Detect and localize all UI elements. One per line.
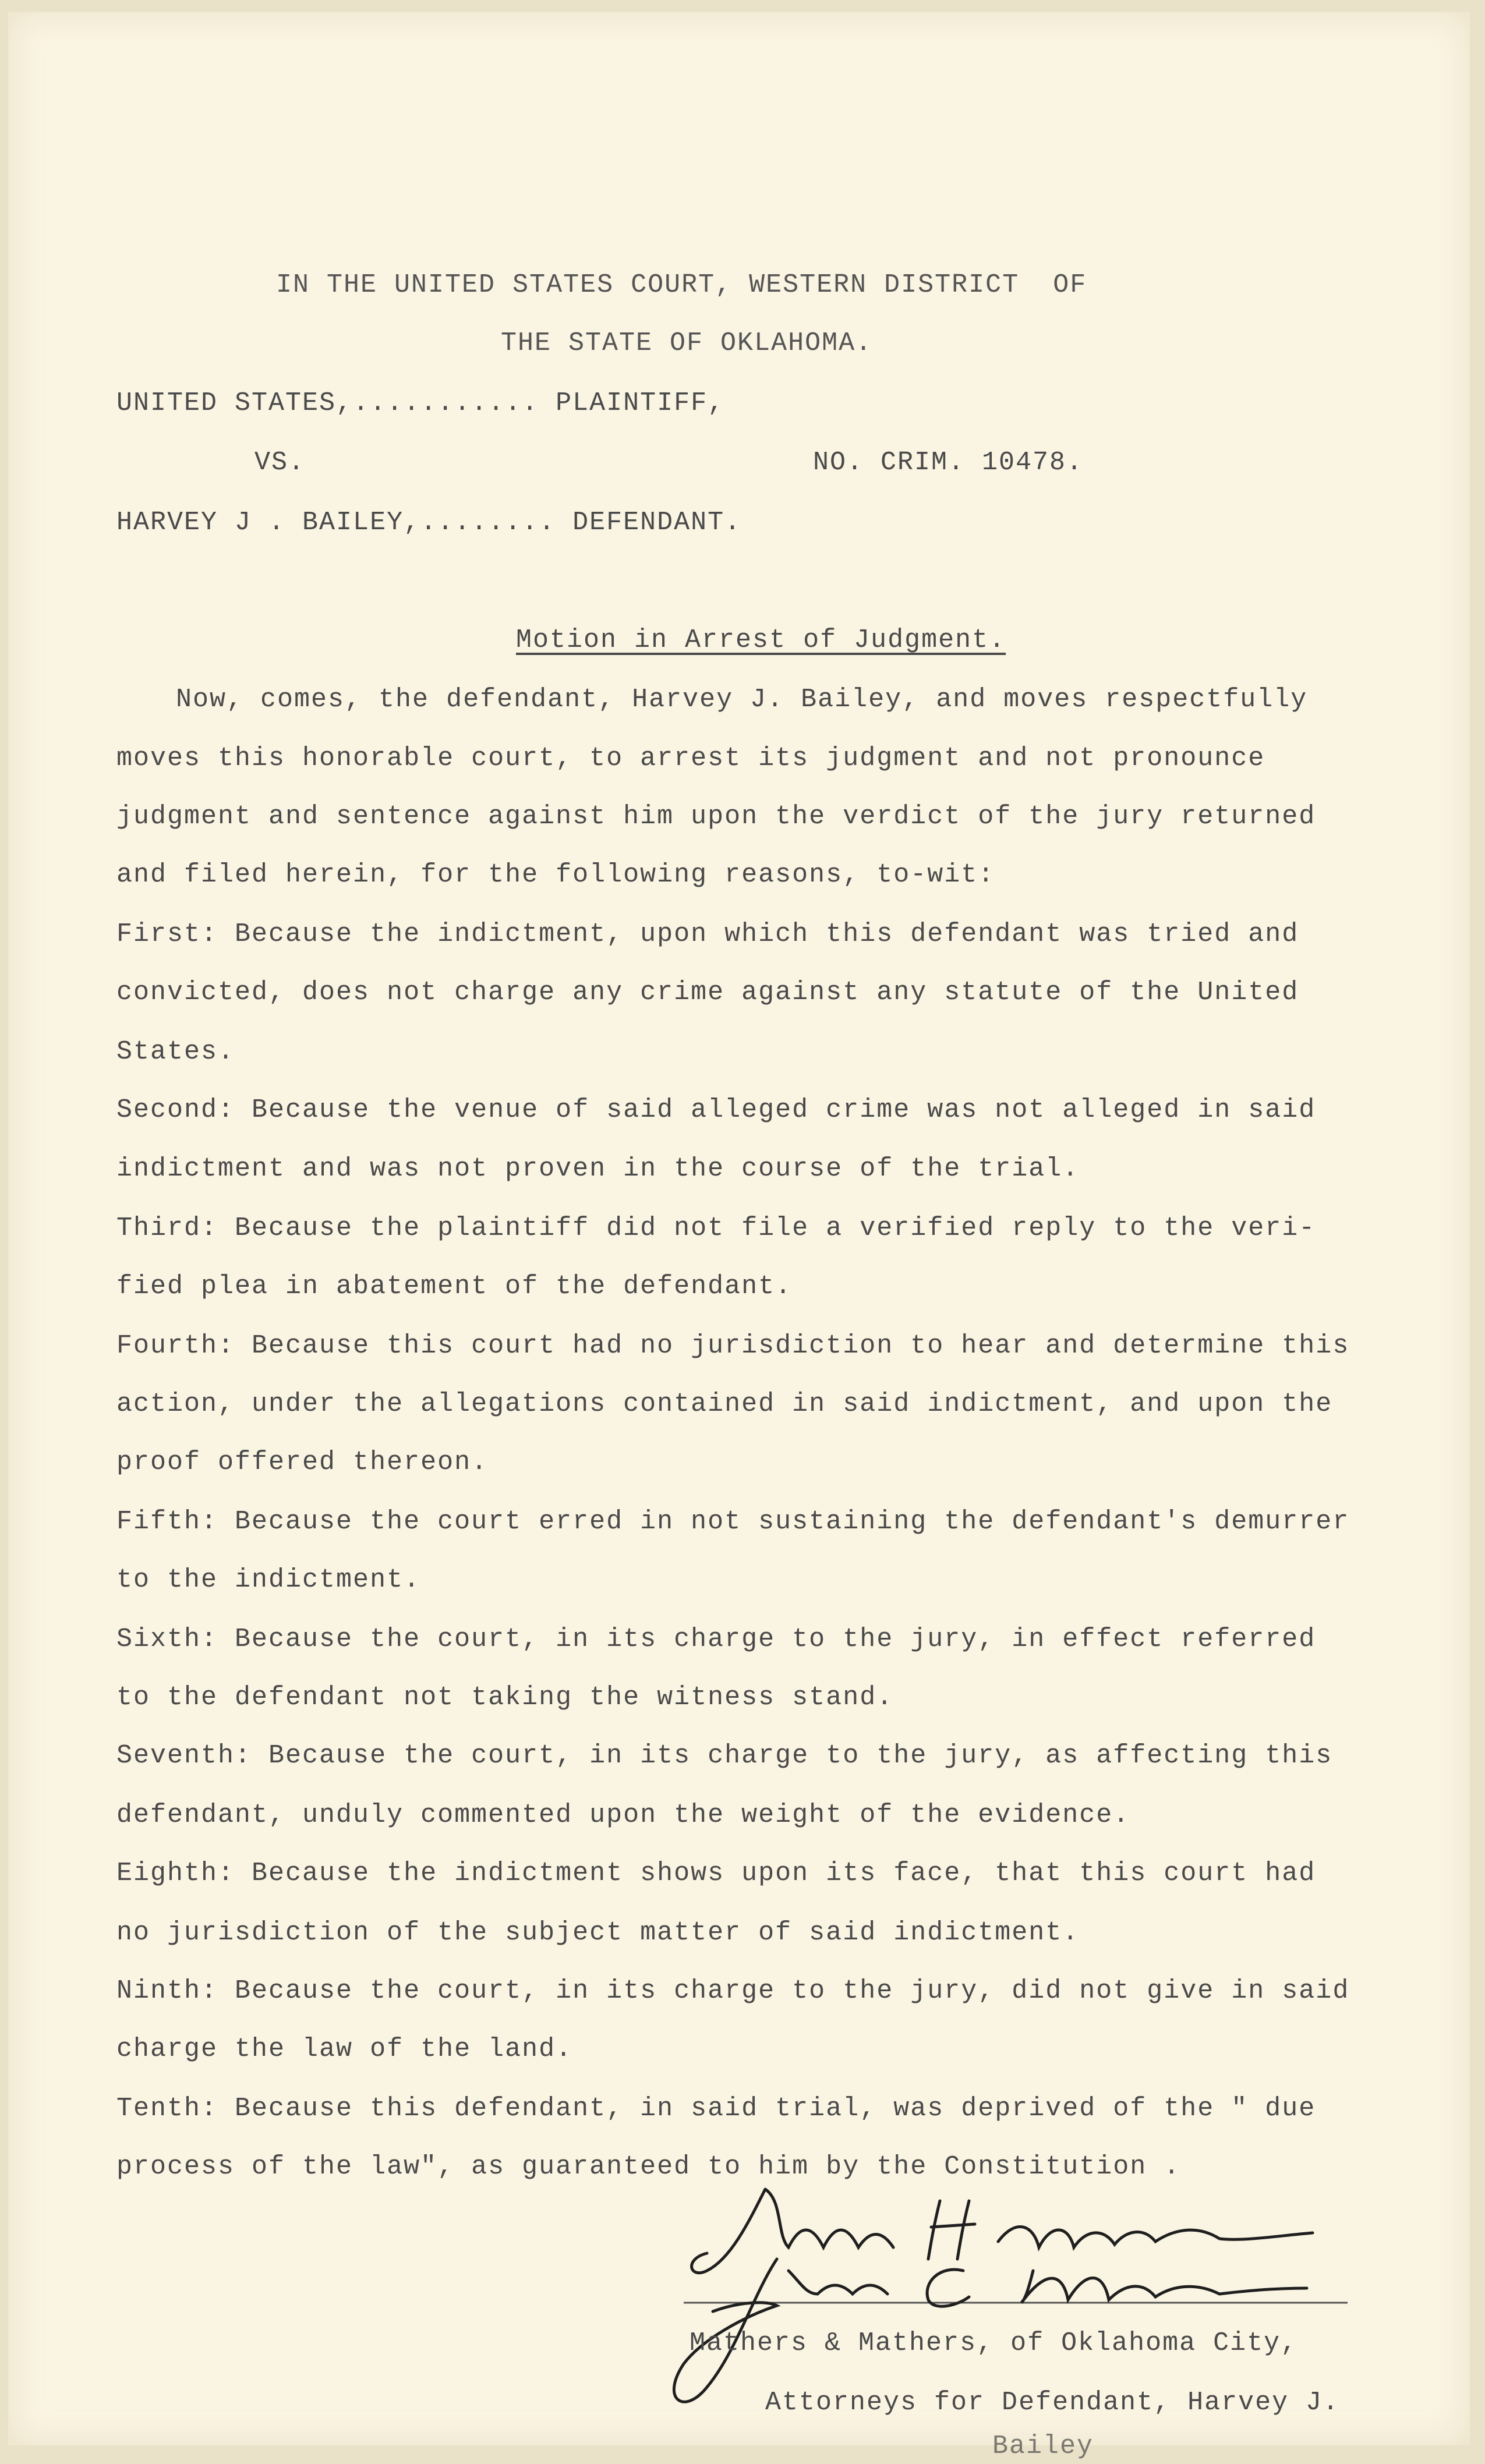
body-line: action, under the allegations contained in said indictment, and upon the <box>116 1389 1333 1419</box>
caption-case-number: NO. CRIM. 10478. <box>813 448 1084 477</box>
body-line: charge the law of the land. <box>116 2034 573 2064</box>
body-line: convicted, does not charge any crime against any statute of the United <box>116 978 1299 1007</box>
court-heading-line-1: IN THE UNITED STATES COURT, WESTERN DISTRICT OF <box>276 270 1087 300</box>
body-line: Sixth: Because the court, in its charge to the jury, in effect referred <box>116 1624 1316 1654</box>
body-line: to the indictment. <box>116 1565 421 1595</box>
body-line: Ninth: Because the court, in its charge to the jury, did not give in said <box>116 1976 1350 2006</box>
body-line: moves this honorable court, to arrest its judgment and not pronounce <box>116 744 1265 773</box>
body-line: proof offered thereon. <box>116 1447 489 1477</box>
attorneys-line: Attorneys for Defendant, Harvey J. <box>765 2388 1340 2417</box>
body-line: no jurisdiction of the subject matter of said indictment. <box>116 1918 1080 1948</box>
court-heading-line-2: THE STATE OF OKLAHOMA. <box>501 328 873 358</box>
body-line: and filed herein, for the following reasons, to-wit: <box>116 860 995 890</box>
body-line: Eighth: Because the indictment shows upon its face, that this court had <box>116 1858 1316 1888</box>
body-line: Second: Because the venue of said alleged crime was not alleged in said <box>116 1095 1316 1125</box>
body-line: First: Because the indictment, upon which this defendant was tried and <box>116 919 1299 949</box>
body-line: to the defendant not taking the witness stand. <box>116 1683 894 1712</box>
body-line: judgment and sentence against him upon the verdict of the jury returned <box>116 802 1316 831</box>
body-line: fied plea in abatement of the defendant. <box>116 1272 793 1301</box>
body-line: States. <box>116 1037 235 1067</box>
body-line: Fourth: Because this court had no jurisdiction to hear and determine this <box>116 1331 1350 1361</box>
handwritten-signatures <box>8 12 1470 2445</box>
document-page <box>8 12 1470 2461</box>
body-line: Now, comes, the defendant, Harvey J. Bailey, and moves respectfully <box>176 685 1308 714</box>
body-line: Fifth: Because the court erred in not sustaining the defendant's demurrer <box>116 1507 1350 1537</box>
firm-line: Mathers & Mathers, of Oklahoma City, <box>690 2328 1298 2358</box>
document-title: Motion in Arrest of Judgment. <box>516 625 1006 655</box>
body-line: process of the law", as guaranteed to him by the Constitution . <box>116 2152 1181 2182</box>
body-line: Seventh: Because the court, in its charge to the jury, as affecting this <box>116 1741 1333 1771</box>
body-line: defendant, unduly commented upon the weight of the evidence. <box>116 1800 1130 1830</box>
body-line: indictment and was not proven in the course of the trial. <box>116 1154 1080 1184</box>
body-line: Tenth: Because this defendant, in said trial, was deprived of the " due <box>116 2094 1316 2123</box>
caption-defendant: HARVEY J . BAILEY,........ DEFENDANT. <box>116 508 742 537</box>
body-line: Third: Because the plaintiff did not file a verified reply to the veri- <box>116 1213 1316 1243</box>
caption-plaintiff: UNITED STATES,........... PLAINTIFF, <box>116 388 725 418</box>
cutoff-line: Bailey <box>992 2431 1094 2461</box>
signature-james-h-mathers <box>692 2189 1313 2273</box>
caption-vs: VS. <box>254 448 306 477</box>
